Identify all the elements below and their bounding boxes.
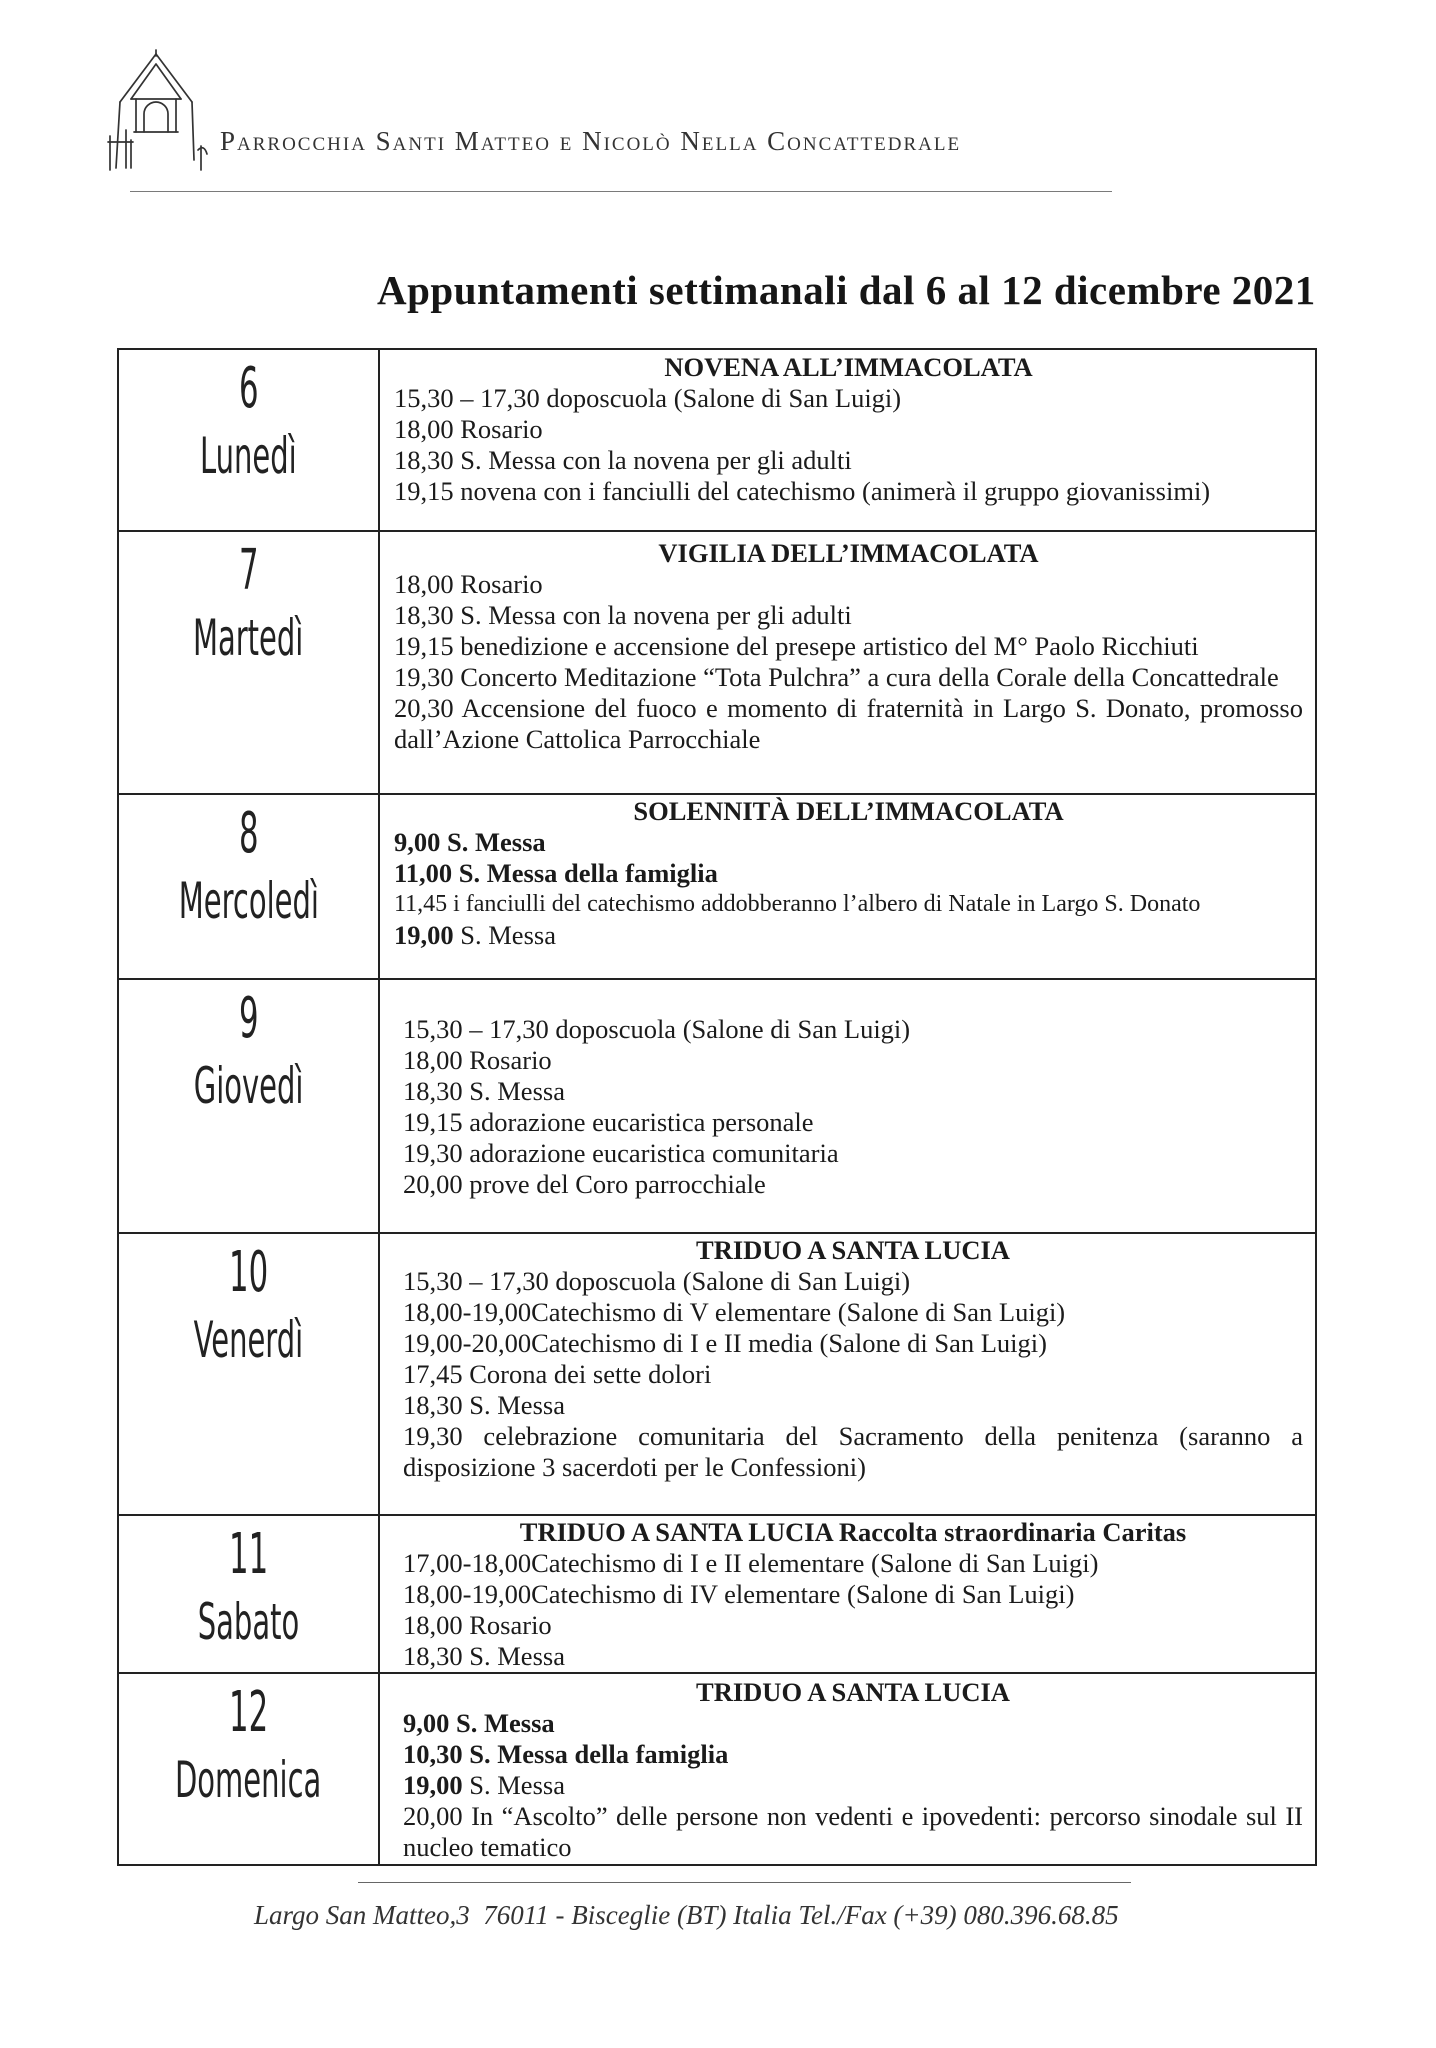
event-item: 20,00 prove del Coro parrocchiale: [403, 1169, 766, 1199]
parish-name: Parrocchia Santi Matteo e Nicolò Nella Concattedrale: [220, 126, 962, 156]
day-name-text: Sabato: [197, 1593, 300, 1651]
day-cell: [119, 980, 380, 1232]
day-number: [119, 538, 378, 603]
day-row: [119, 532, 1315, 795]
event-item: 18,00 Rosario: [403, 1610, 552, 1640]
day-number-text: 12: [228, 1680, 269, 1745]
day-cell: [119, 795, 380, 978]
day-number-text: 6: [238, 356, 259, 421]
day-row: [119, 350, 1315, 532]
event-item: 18,00 Rosario: [403, 1045, 552, 1075]
event-item: 18,00-19,00Catechismo di IV elementare (Salone di San Luigi): [403, 1579, 1075, 1609]
day-name-text: Mercoledì: [178, 872, 319, 930]
day-name: [119, 1752, 378, 1808]
event-item: 17,00-18,00Catechismo di I e II elementare (Salone di San Luigi): [403, 1548, 1099, 1578]
day-name-text: Domenica: [175, 1751, 322, 1809]
day-number-text: 11: [228, 1522, 269, 1587]
day-events: [380, 1516, 1315, 1672]
day-events: [380, 532, 1315, 793]
event-item: 19,15 benedizione e accensione del presepe artistico del M° Paolo Ricchiuti: [394, 631, 1199, 661]
day-row: [119, 1234, 1315, 1516]
event-text: S. Messa: [469, 1770, 565, 1800]
event-item: [403, 1770, 1303, 1801]
event-item: 20,30 Accensione del fuoco e momento di fraternità in Largo S. Donato, promosso dall’Azione Cattolica Parrocchiale: [394, 693, 1303, 754]
day-number: [119, 1240, 378, 1305]
day-name-text: Giovedì: [193, 1057, 304, 1115]
day-cell: [119, 1674, 380, 1864]
day-events: [380, 1674, 1315, 1864]
day-name: [119, 1594, 378, 1650]
weekly-schedule-table: [117, 348, 1317, 1866]
day-number: [119, 1522, 378, 1587]
day-name: [119, 1058, 378, 1114]
event-item: [394, 920, 1303, 951]
event-item: 11,45 i fanciulli del catechismo addobberanno l’albero di Natale in Largo S. Donato: [394, 891, 1201, 917]
event-item: 15,30 – 17,30 doposcuola (Salone di San Luigi): [394, 383, 902, 413]
header-divider: [130, 191, 1112, 192]
day-cell: [119, 350, 380, 530]
event-item: 18,00 Rosario: [394, 414, 543, 444]
event-item: 18,30 S. Messa: [403, 1641, 565, 1671]
event-item: 18,30 S. Messa con la novena per gli adulti: [394, 445, 852, 475]
day-row: [119, 795, 1315, 980]
event-item: 19,00-20,00Catechismo di I e II media (Salone di San Luigi): [403, 1328, 1047, 1358]
day-row: [119, 1674, 1315, 1864]
event-item: 17,45 Corona dei sette dolori: [403, 1359, 712, 1389]
event-heading: TRIDUO A SANTA LUCIA Raccolta straordinaria Caritas: [519, 1517, 1187, 1547]
event-item: 9,00 S. Messa: [394, 827, 546, 857]
day-number: [119, 801, 378, 866]
day-row: [119, 1516, 1315, 1674]
event-item: 19,30 Concerto Meditazione “Tota Pulchra” a cura della Corale della Concattedrale: [394, 662, 1279, 692]
event-item: 11,00 S. Messa della famiglia: [394, 858, 718, 888]
day-name: [119, 610, 378, 666]
day-name: [119, 873, 378, 929]
event-item: 19,15 novena con i fanciulli del catechismo (animerà il gruppo giovanissimi): [394, 476, 1211, 506]
event-heading: VIGILIA DELL’IMMACOLATA: [658, 538, 1039, 568]
event-item: 19,30 celebrazione comunitaria del Sacramento della penitenza (saranno a disposizione 3 sacerdoti per le Confessioni): [403, 1421, 1303, 1482]
event-heading: NOVENA ALL’IMMACOLATA: [664, 352, 1033, 382]
event-item: 19,15 adorazione eucaristica personale: [403, 1107, 814, 1137]
event-item: 9,00 S. Messa: [403, 1708, 555, 1738]
event-heading: TRIDUO A SANTA LUCIA: [696, 1235, 1010, 1265]
event-item: 10,30 S. Messa della famiglia: [403, 1739, 729, 1769]
footer-address: Largo San Matteo,3 76011 - Bisceglie (BT) Italia Tel./Fax (+39) 080.396.68.85: [254, 1900, 1119, 1930]
church-facade-icon: [106, 48, 210, 172]
day-events: [380, 1234, 1315, 1514]
day-number: [119, 986, 378, 1051]
event-item: 18,30 S. Messa: [403, 1390, 565, 1420]
day-events: [380, 980, 1315, 1232]
event-heading: TRIDUO A SANTA LUCIA: [696, 1677, 1010, 1707]
event-item: 18,00 Rosario: [394, 569, 543, 599]
day-number-text: 8: [238, 801, 259, 866]
day-number-text: 10: [228, 1240, 269, 1305]
event-time: 19,00: [403, 1770, 463, 1800]
event-item: 18,30 S. Messa con la novena per gli adulti: [394, 600, 852, 630]
day-events: [380, 350, 1315, 530]
day-number: [119, 1680, 378, 1745]
day-name-text: Martedì: [193, 609, 304, 667]
day-cell: [119, 1516, 380, 1672]
event-item: 15,30 – 17,30 doposcuola (Salone di San Luigi): [403, 1014, 911, 1044]
day-name: [119, 1312, 378, 1368]
page-title: Appuntamenti settimanali dal 6 al 12 dicembre 2021: [377, 267, 1316, 313]
day-number: [119, 356, 378, 421]
event-item: 19,30 adorazione eucaristica comunitaria: [403, 1138, 839, 1168]
day-number-text: 7: [238, 538, 259, 603]
day-events: [380, 795, 1315, 978]
day-row: [119, 980, 1315, 1234]
event-item: 15,30 – 17,30 doposcuola (Salone di San Luigi): [403, 1266, 911, 1296]
parish-logo: [106, 48, 210, 172]
event-item: 18,30 S. Messa: [403, 1076, 565, 1106]
footer-divider: [358, 1882, 1131, 1883]
day-name-text: Lunedì: [200, 427, 297, 485]
event-time: 19,00: [394, 920, 454, 950]
day-cell: [119, 532, 380, 793]
event-heading: SOLENNITÀ DELL’IMMACOLATA: [633, 796, 1064, 826]
event-item: 20,00 In “Ascolto” delle persone non vedenti e ipovedenti: percorso sinodale sul II nucleo tematico: [403, 1801, 1303, 1862]
event-text: S. Messa: [460, 920, 556, 950]
day-number-text: 9: [238, 986, 259, 1051]
event-item: 18,00-19,00Catechismo di V elementare (Salone di San Luigi): [403, 1297, 1066, 1327]
day-name-text: Venerdì: [193, 1311, 304, 1369]
day-cell: [119, 1234, 380, 1514]
day-name: [119, 428, 378, 484]
